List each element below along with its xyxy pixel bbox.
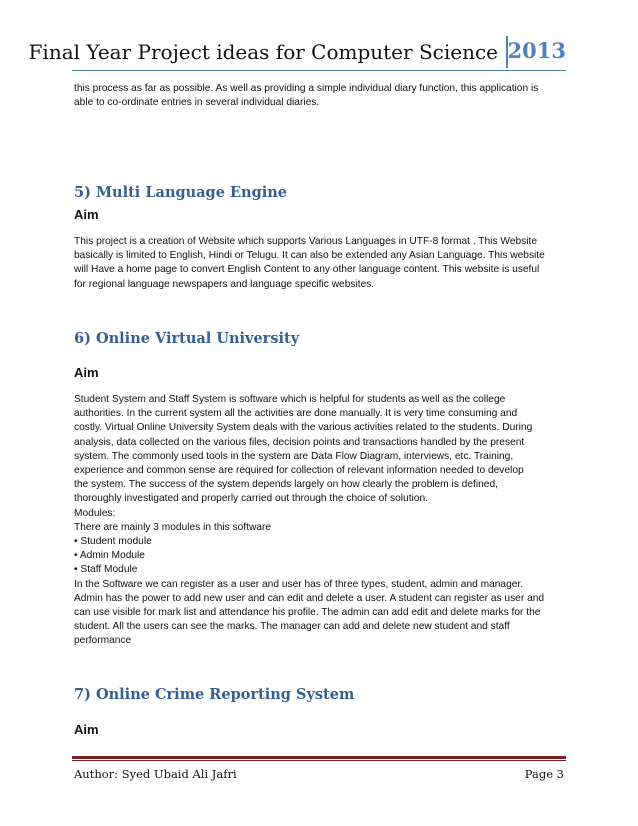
text-line: this process as far as possible. As well as providing a simple individual diary function, this application is xyxy=(74,83,539,94)
text-line: able to co-ordinate entries in several individual diaries. xyxy=(74,97,320,109)
text-line: basically is limited to English, Hindi or Telugu. It can also be extended any Asian Language. This website xyxy=(74,250,545,262)
section-paragraph xyxy=(74,393,564,649)
text-line: analysis, data collected on the various files, decision points and transactions handled by the present xyxy=(74,436,525,448)
footer-rule xyxy=(72,756,566,759)
footer-author: Author: Syed Ubaid Ali Jafri xyxy=(74,767,237,781)
text-line: costly. Virtual Online University System deals with the various activities related to the students. During xyxy=(74,422,533,434)
aim-heading: Aim xyxy=(74,207,99,222)
intro-paragraph xyxy=(74,82,564,110)
list-item: • Student module xyxy=(74,536,152,548)
section-heading-online-virtual-university: 6) Online Virtual University xyxy=(74,330,300,347)
text-line: for regional language newspapers and language specific websites. xyxy=(74,278,375,290)
header-title: Final Year Project ideas for Computer Science xyxy=(28,40,498,64)
list-item: • Admin Module xyxy=(74,550,145,562)
text-line: performance xyxy=(74,635,132,647)
section-paragraph xyxy=(74,235,564,292)
text-line: can use visible for mark list and attendance his profile. The admin can add edit and delete marks for the xyxy=(74,607,541,619)
text-line: system. The commonly used tools in the system are Data Flow Diagram, interviews, etc. Training, xyxy=(74,450,514,462)
text-line: This project is a creation of Website which supports Various Languages in UTF-8 format . This Website xyxy=(74,236,537,247)
text-line: There are mainly 3 modules in this software xyxy=(74,521,272,533)
text-line: the system. The success of the system depends largely on how clearly the problem is defined, xyxy=(74,479,498,491)
list-item: • Staff Module xyxy=(74,564,138,576)
header-year: 2013 xyxy=(507,38,566,63)
text-line: Student System and Staff System is software which is helpful for students as well as the college xyxy=(74,394,506,405)
page-header xyxy=(28,34,566,71)
section-heading-multi-language-engine: 5) Multi Language Engine xyxy=(74,184,287,201)
footer-rule-thin xyxy=(72,760,566,761)
text-line: Admin has the power to add new user and can edit and delete a user. A student can register as user and xyxy=(74,592,545,604)
text-line: thoroughly investigated and properly carried out through the choice of solution. xyxy=(74,493,428,505)
text-line: experience and common sense are required for collection of relevant information needed to develop xyxy=(74,465,524,477)
text-line: student. All the users can see the marks. The manager can add and delete new student and staff xyxy=(74,621,510,633)
text-line: will Have a home page to convert English Content to any other language content. This website is useful xyxy=(74,264,540,276)
aim-heading: Aim xyxy=(74,722,99,737)
text-line: In the Software we can register as a user and user has of three types, student, admin and manager. xyxy=(74,578,524,590)
text-line: Modules: xyxy=(74,507,116,519)
footer-page-number: Page 3 xyxy=(524,767,564,781)
section-heading-online-crime-reporting-system: 7) Online Crime Reporting System xyxy=(74,686,355,703)
text-line: authorities. In the current system all the activities are done manually. It is very time consuming and xyxy=(74,408,518,420)
aim-heading: Aim xyxy=(74,365,99,380)
